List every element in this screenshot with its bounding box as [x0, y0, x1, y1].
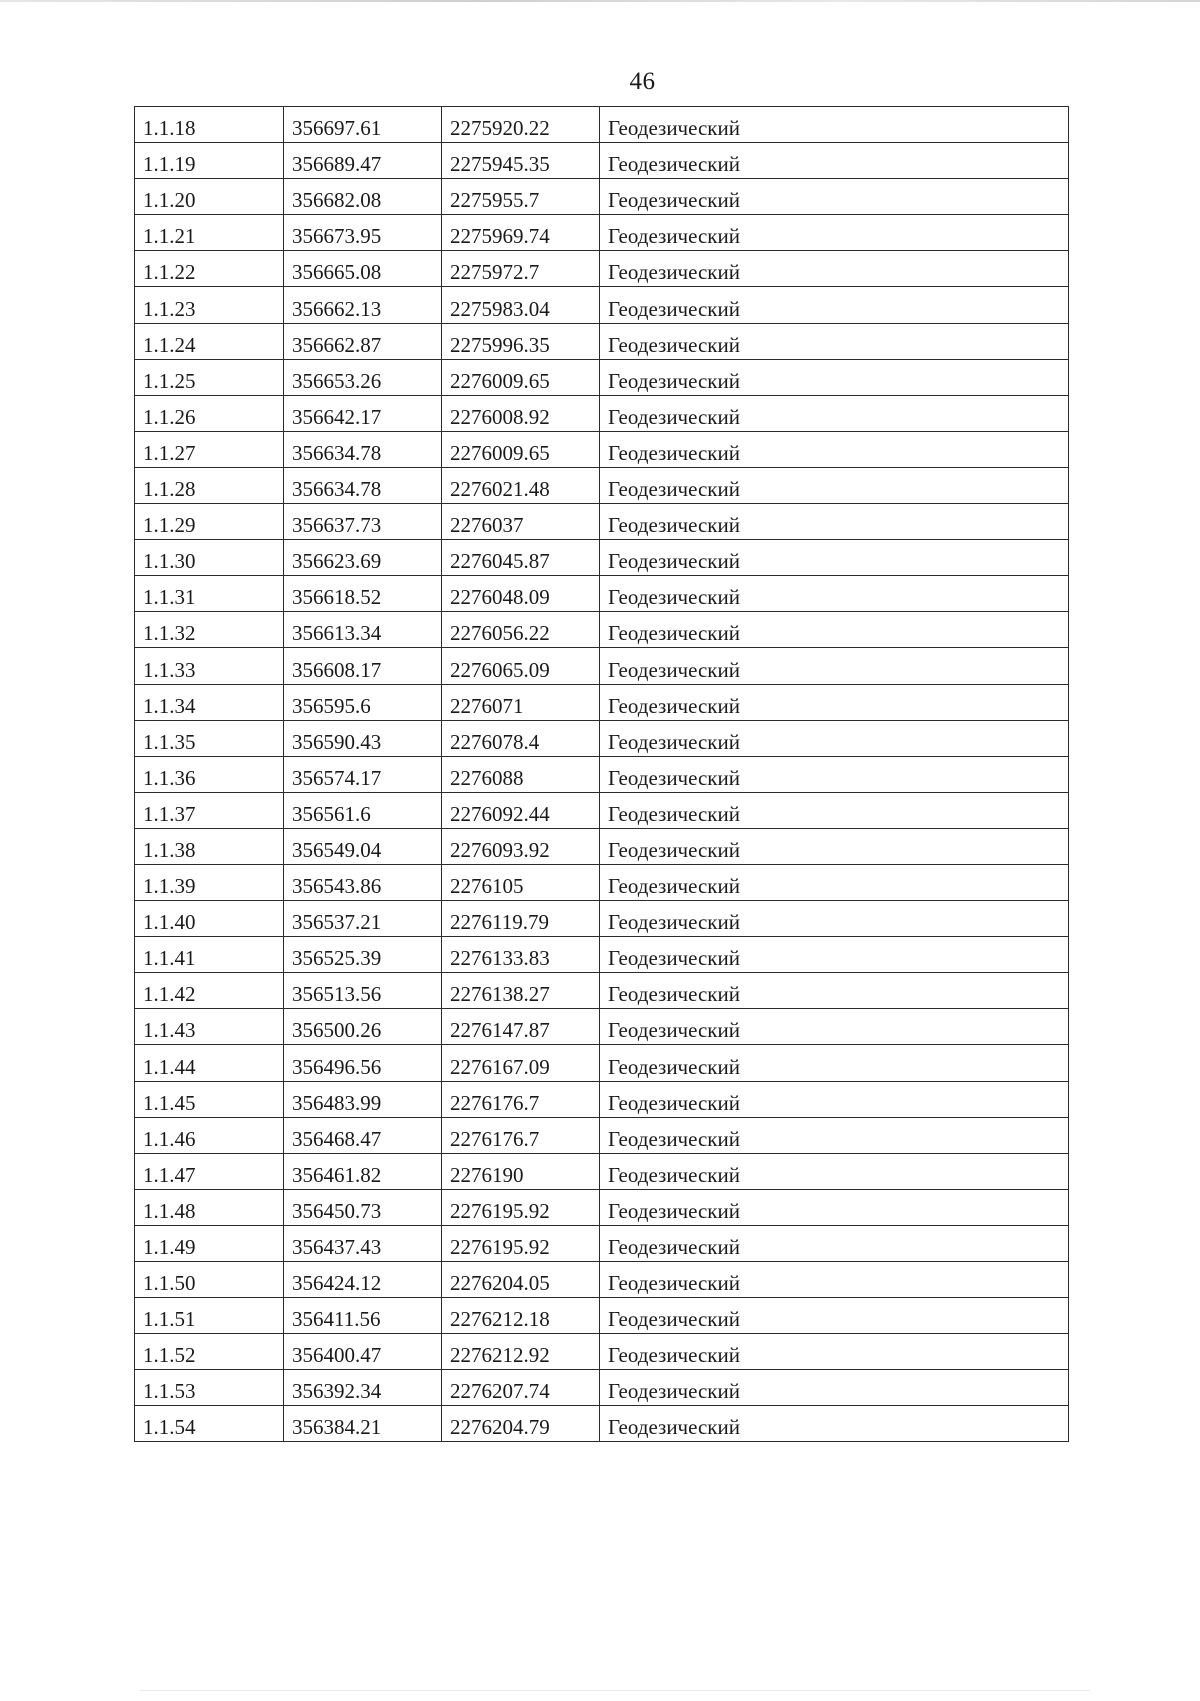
method-cell: Геодезический: [600, 792, 1069, 828]
point-number-cell: 1.1.25: [135, 359, 284, 395]
table-row: [135, 431, 1069, 467]
table-row: [135, 1153, 1069, 1189]
method-cell: Геодезический: [600, 1153, 1069, 1189]
y-coordinate-cell: 2275996.35: [442, 323, 600, 359]
table-row: [135, 215, 1069, 251]
point-number-cell: 1.1.23: [135, 287, 284, 323]
point-number-cell: 1.1.44: [135, 1045, 284, 1081]
table-row: [135, 504, 1069, 540]
x-coordinate-cell: 356623.69: [284, 540, 442, 576]
x-coordinate-cell: 356618.52: [284, 576, 442, 612]
point-number-cell: 1.1.48: [135, 1189, 284, 1225]
x-coordinate-cell: 356450.73: [284, 1189, 442, 1225]
x-coordinate-cell: 356549.04: [284, 828, 442, 864]
coordinates-table-body: [135, 107, 1069, 1442]
x-coordinate-cell: 356483.99: [284, 1081, 442, 1117]
point-number-cell: 1.1.40: [135, 901, 284, 937]
y-coordinate-cell: 2276008.92: [442, 395, 600, 431]
table-row: [135, 1298, 1069, 1334]
x-coordinate-cell: 356637.73: [284, 504, 442, 540]
y-coordinate-cell: 2276138.27: [442, 973, 600, 1009]
y-coordinate-cell: 2276065.09: [442, 648, 600, 684]
method-cell: Геодезический: [600, 215, 1069, 251]
method-cell: Геодезический: [600, 1334, 1069, 1370]
method-cell: Геодезический: [600, 1045, 1069, 1081]
x-coordinate-cell: 356682.08: [284, 179, 442, 215]
method-cell: Геодезический: [600, 684, 1069, 720]
y-coordinate-cell: 2275972.7: [442, 251, 600, 287]
y-coordinate-cell: 2276092.44: [442, 792, 600, 828]
y-coordinate-cell: 2275945.35: [442, 143, 600, 179]
table-row: [135, 395, 1069, 431]
table-row: [135, 107, 1069, 143]
table-row: [135, 756, 1069, 792]
y-coordinate-cell: 2276119.79: [442, 901, 600, 937]
point-number-cell: 1.1.18: [135, 107, 284, 143]
method-cell: Геодезический: [600, 179, 1069, 215]
table-row: [135, 1225, 1069, 1261]
point-number-cell: 1.1.33: [135, 648, 284, 684]
y-coordinate-cell: 2276212.18: [442, 1298, 600, 1334]
table-row: [135, 864, 1069, 900]
point-number-cell: 1.1.29: [135, 504, 284, 540]
y-coordinate-cell: 2276195.92: [442, 1189, 600, 1225]
point-number-cell: 1.1.41: [135, 937, 284, 973]
method-cell: Геодезический: [600, 1117, 1069, 1153]
x-coordinate-cell: 356574.17: [284, 756, 442, 792]
x-coordinate-cell: 356665.08: [284, 251, 442, 287]
table-row: [135, 901, 1069, 937]
y-coordinate-cell: 2276167.09: [442, 1045, 600, 1081]
table-row: [135, 684, 1069, 720]
point-number-cell: 1.1.22: [135, 251, 284, 287]
table-row: [135, 1081, 1069, 1117]
table-row: [135, 251, 1069, 287]
x-coordinate-cell: 356613.34: [284, 612, 442, 648]
scan-edge-bottom: [140, 1690, 1090, 1691]
method-cell: Геодезический: [600, 504, 1069, 540]
x-coordinate-cell: 356689.47: [284, 143, 442, 179]
y-coordinate-cell: 2276021.48: [442, 467, 600, 503]
y-coordinate-cell: 2276147.87: [442, 1009, 600, 1045]
method-cell: Геодезический: [600, 1225, 1069, 1261]
table-row: [135, 143, 1069, 179]
x-coordinate-cell: 356543.86: [284, 864, 442, 900]
point-number-cell: 1.1.34: [135, 684, 284, 720]
x-coordinate-cell: 356662.13: [284, 287, 442, 323]
x-coordinate-cell: 356662.87: [284, 323, 442, 359]
y-coordinate-cell: 2276088: [442, 756, 600, 792]
method-cell: Геодезический: [600, 107, 1069, 143]
method-cell: Геодезический: [600, 648, 1069, 684]
point-number-cell: 1.1.35: [135, 720, 284, 756]
y-coordinate-cell: 2276056.22: [442, 612, 600, 648]
table-row: [135, 612, 1069, 648]
method-cell: Геодезический: [600, 251, 1069, 287]
method-cell: Геодезический: [600, 937, 1069, 973]
x-coordinate-cell: 356525.39: [284, 937, 442, 973]
point-number-cell: 1.1.51: [135, 1298, 284, 1334]
y-coordinate-cell: 2276212.92: [442, 1334, 600, 1370]
method-cell: Геодезический: [600, 1081, 1069, 1117]
point-number-cell: 1.1.20: [135, 179, 284, 215]
scan-edge-top: [0, 0, 1200, 2]
method-cell: Геодезический: [600, 1262, 1069, 1298]
method-cell: Геодезический: [600, 395, 1069, 431]
point-number-cell: 1.1.19: [135, 143, 284, 179]
point-number-cell: 1.1.36: [135, 756, 284, 792]
x-coordinate-cell: 356496.56: [284, 1045, 442, 1081]
table-row: [135, 792, 1069, 828]
y-coordinate-cell: 2276105: [442, 864, 600, 900]
method-cell: Геодезический: [600, 576, 1069, 612]
table-row: [135, 179, 1069, 215]
method-cell: Геодезический: [600, 540, 1069, 576]
y-coordinate-cell: 2275955.7: [442, 179, 600, 215]
method-cell: Геодезический: [600, 467, 1069, 503]
y-coordinate-cell: 2275920.22: [442, 107, 600, 143]
x-coordinate-cell: 356513.56: [284, 973, 442, 1009]
method-cell: Геодезический: [600, 1009, 1069, 1045]
y-coordinate-cell: 2276009.65: [442, 359, 600, 395]
table-row: [135, 467, 1069, 503]
table-row: [135, 540, 1069, 576]
x-coordinate-cell: 356424.12: [284, 1262, 442, 1298]
point-number-cell: 1.1.54: [135, 1406, 284, 1442]
point-number-cell: 1.1.31: [135, 576, 284, 612]
x-coordinate-cell: 356392.34: [284, 1370, 442, 1406]
method-cell: Геодезический: [600, 720, 1069, 756]
x-coordinate-cell: 356537.21: [284, 901, 442, 937]
point-number-cell: 1.1.53: [135, 1370, 284, 1406]
x-coordinate-cell: 356673.95: [284, 215, 442, 251]
method-cell: Геодезический: [600, 1189, 1069, 1225]
y-coordinate-cell: 2276071: [442, 684, 600, 720]
method-cell: Геодезический: [600, 431, 1069, 467]
point-number-cell: 1.1.50: [135, 1262, 284, 1298]
y-coordinate-cell: 2276190: [442, 1153, 600, 1189]
point-number-cell: 1.1.52: [135, 1334, 284, 1370]
y-coordinate-cell: 2276176.7: [442, 1117, 600, 1153]
point-number-cell: 1.1.27: [135, 431, 284, 467]
x-coordinate-cell: 356561.6: [284, 792, 442, 828]
coordinates-table: [134, 106, 1069, 1442]
method-cell: Геодезический: [600, 359, 1069, 395]
x-coordinate-cell: 356411.56: [284, 1298, 442, 1334]
method-cell: Геодезический: [600, 1298, 1069, 1334]
method-cell: Геодезический: [600, 864, 1069, 900]
y-coordinate-cell: 2276204.79: [442, 1406, 600, 1442]
x-coordinate-cell: 356468.47: [284, 1117, 442, 1153]
method-cell: Геодезический: [600, 973, 1069, 1009]
method-cell: Геодезический: [600, 612, 1069, 648]
method-cell: Геодезический: [600, 143, 1069, 179]
table-row: [135, 648, 1069, 684]
table-row: [135, 1009, 1069, 1045]
x-coordinate-cell: 356642.17: [284, 395, 442, 431]
y-coordinate-cell: 2275969.74: [442, 215, 600, 251]
method-cell: Геодезический: [600, 323, 1069, 359]
x-coordinate-cell: 356608.17: [284, 648, 442, 684]
y-coordinate-cell: 2276133.83: [442, 937, 600, 973]
table-row: [135, 720, 1069, 756]
point-number-cell: 1.1.30: [135, 540, 284, 576]
table-row: [135, 1117, 1069, 1153]
x-coordinate-cell: 356595.6: [284, 684, 442, 720]
table-row: [135, 287, 1069, 323]
y-coordinate-cell: 2276195.92: [442, 1225, 600, 1261]
x-coordinate-cell: 356400.47: [284, 1334, 442, 1370]
page-number: 46: [629, 68, 656, 95]
method-cell: Геодезический: [600, 756, 1069, 792]
table-row: [135, 937, 1069, 973]
y-coordinate-cell: 2276009.65: [442, 431, 600, 467]
table-row: [135, 1370, 1069, 1406]
x-coordinate-cell: 356653.26: [284, 359, 442, 395]
y-coordinate-cell: 2276045.87: [442, 540, 600, 576]
y-coordinate-cell: 2276093.92: [442, 828, 600, 864]
table-row: [135, 973, 1069, 1009]
method-cell: Геодезический: [600, 828, 1069, 864]
point-number-cell: 1.1.43: [135, 1009, 284, 1045]
x-coordinate-cell: 356590.43: [284, 720, 442, 756]
table-row: [135, 576, 1069, 612]
table-row: [135, 359, 1069, 395]
method-cell: Геодезический: [600, 287, 1069, 323]
table-row: [135, 1334, 1069, 1370]
x-coordinate-cell: 356461.82: [284, 1153, 442, 1189]
point-number-cell: 1.1.49: [135, 1225, 284, 1261]
x-coordinate-cell: 356634.78: [284, 467, 442, 503]
table-row: [135, 1189, 1069, 1225]
x-coordinate-cell: 356437.43: [284, 1225, 442, 1261]
point-number-cell: 1.1.28: [135, 467, 284, 503]
table-row: [135, 323, 1069, 359]
method-cell: Геодезический: [600, 901, 1069, 937]
y-coordinate-cell: 2276204.05: [442, 1262, 600, 1298]
point-number-cell: 1.1.42: [135, 973, 284, 1009]
x-coordinate-cell: 356697.61: [284, 107, 442, 143]
table-row: [135, 1262, 1069, 1298]
table-row: [135, 828, 1069, 864]
point-number-cell: 1.1.32: [135, 612, 284, 648]
y-coordinate-cell: 2276048.09: [442, 576, 600, 612]
y-coordinate-cell: 2276207.74: [442, 1370, 600, 1406]
point-number-cell: 1.1.46: [135, 1117, 284, 1153]
point-number-cell: 1.1.26: [135, 395, 284, 431]
table-row: [135, 1045, 1069, 1081]
x-coordinate-cell: 356634.78: [284, 431, 442, 467]
point-number-cell: 1.1.45: [135, 1081, 284, 1117]
point-number-cell: 1.1.37: [135, 792, 284, 828]
point-number-cell: 1.1.38: [135, 828, 284, 864]
table-row: [135, 1406, 1069, 1442]
x-coordinate-cell: 356384.21: [284, 1406, 442, 1442]
point-number-cell: 1.1.24: [135, 323, 284, 359]
y-coordinate-cell: 2276176.7: [442, 1081, 600, 1117]
y-coordinate-cell: 2276037: [442, 504, 600, 540]
method-cell: Геодезический: [600, 1406, 1069, 1442]
y-coordinate-cell: 2275983.04: [442, 287, 600, 323]
point-number-cell: 1.1.47: [135, 1153, 284, 1189]
method-cell: Геодезический: [600, 1370, 1069, 1406]
point-number-cell: 1.1.21: [135, 215, 284, 251]
x-coordinate-cell: 356500.26: [284, 1009, 442, 1045]
y-coordinate-cell: 2276078.4: [442, 720, 600, 756]
point-number-cell: 1.1.39: [135, 864, 284, 900]
